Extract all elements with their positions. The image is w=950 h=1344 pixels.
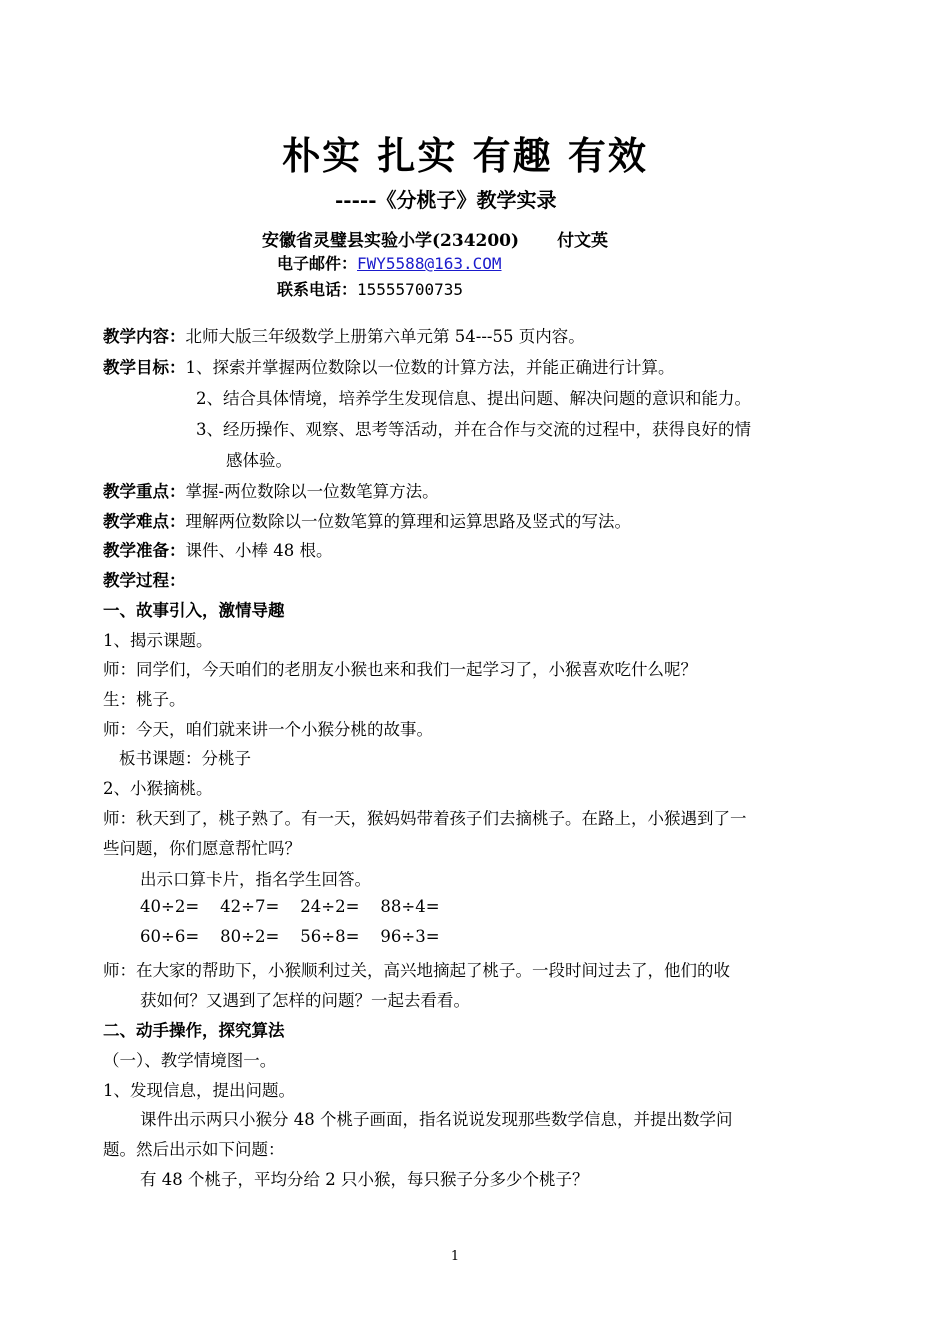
author-school: 安徽省灵璧县实验小学(234200)	[262, 231, 520, 251]
section2-line: 有 48 个桃子，平均分给 2 只小猴，每只猴子分多少个桃子？	[140, 1170, 589, 1189]
section1-line: 获如何？又遇到了怎样的问题？一起去看看。	[140, 991, 470, 1010]
content-label: 教学内容：	[103, 327, 186, 346]
mental-math-row: 60÷6= 80÷2= 56÷8= 96÷3=	[140, 927, 440, 946]
section2-heading: 二、动手操作，探究算法	[103, 1021, 285, 1040]
section1-line: 2、小猴摘桃。	[103, 779, 213, 798]
teaching-goals	[103, 354, 675, 378]
section2-line: （一）、教学情境图一。	[103, 1051, 277, 1070]
section1-line: 1、揭示课题。	[103, 631, 213, 650]
email-label: 电子邮件：	[277, 254, 358, 273]
document-title: 朴实 扎实 有趣 有效	[282, 133, 648, 178]
section1-line: 师：在大家的帮助下，小猴顺利过关，高兴地摘起了桃子。一段时间过去了，他们的收	[103, 961, 730, 980]
section1-line: 师：秋天到了，桃子熟了。有一天，猴妈妈带着孩子们去摘桃子。在路上，小猴遇到了一	[103, 809, 747, 828]
author-line	[262, 226, 608, 251]
section1-heading: 一、故事引入，激情导趣	[103, 601, 285, 620]
key-point	[103, 478, 439, 502]
email-link[interactable]: FWY5588@163.COM	[357, 254, 502, 273]
section1-line: 师：今天，咱们就来讲一个小猴分桃的故事。	[103, 720, 433, 739]
section1-line: 出示口算卡片，指名学生回答。	[140, 870, 371, 889]
section2-line: 题。然后出示如下问题：	[103, 1140, 285, 1159]
teaching-content	[103, 323, 585, 347]
key-point-text: 掌握-两位数除以一位数笔算方法。	[185, 482, 439, 501]
section2-line: 课件出示两只小猴分 48 个桃子画面，指名说说发现那些数学信息，并提出数学问	[140, 1110, 733, 1129]
content-text: 北师大版三年级数学上册第六单元第 54---55 页内容。	[185, 327, 585, 346]
goals-label: 教学目标：	[103, 358, 186, 377]
process-label: 教学过程：	[103, 571, 186, 590]
author-name: 付文英	[557, 231, 609, 251]
goal-item-2: 2、结合具体情境，培养学生发现信息、提出问题、解决问题的意识和能力。	[196, 389, 751, 408]
goal-item-3: 3、经历操作、观察、思考等活动，并在合作与交流的过程中，获得良好的情	[196, 420, 751, 439]
email-line	[277, 251, 502, 274]
mental-math-row: 40÷2= 42÷7= 24÷2= 88÷4=	[140, 897, 440, 916]
section1-line: 板书课题：分桃子	[119, 749, 251, 768]
section1-line: 师：同学们，今天咱们的老朋友小猴也来和我们一起学习了，小猴喜欢吃什么呢？	[103, 660, 697, 679]
page-number: 1	[450, 1249, 460, 1264]
phone-line	[277, 277, 463, 300]
difficulty-label: 教学难点：	[103, 512, 186, 531]
preparation	[103, 537, 333, 561]
section1-line: 些问题，你们愿意帮忙吗？	[103, 839, 301, 858]
key-point-label: 教学重点：	[103, 482, 186, 501]
preparation-label: 教学准备：	[103, 541, 186, 560]
section2-line: 1、发现信息，提出问题。	[103, 1081, 295, 1100]
goal-item-1: 1、探索并掌握两位数除以一位数的计算方法，并能正确进行计算。	[185, 358, 675, 377]
section1-line: 生：桃子。	[103, 690, 186, 709]
preparation-text: 课件、小棒 48 根。	[185, 541, 333, 560]
phone-number: 15555700735	[357, 280, 463, 299]
difficulty	[103, 508, 631, 532]
phone-label: 联系电话：	[277, 280, 358, 299]
document-subtitle: -----《分桃子》教学实录	[335, 188, 557, 212]
goal-item-3-cont: 感体验。	[226, 451, 292, 470]
difficulty-text: 理解两位数除以一位数笔算的算理和运算思路及竖式的写法。	[185, 512, 631, 531]
